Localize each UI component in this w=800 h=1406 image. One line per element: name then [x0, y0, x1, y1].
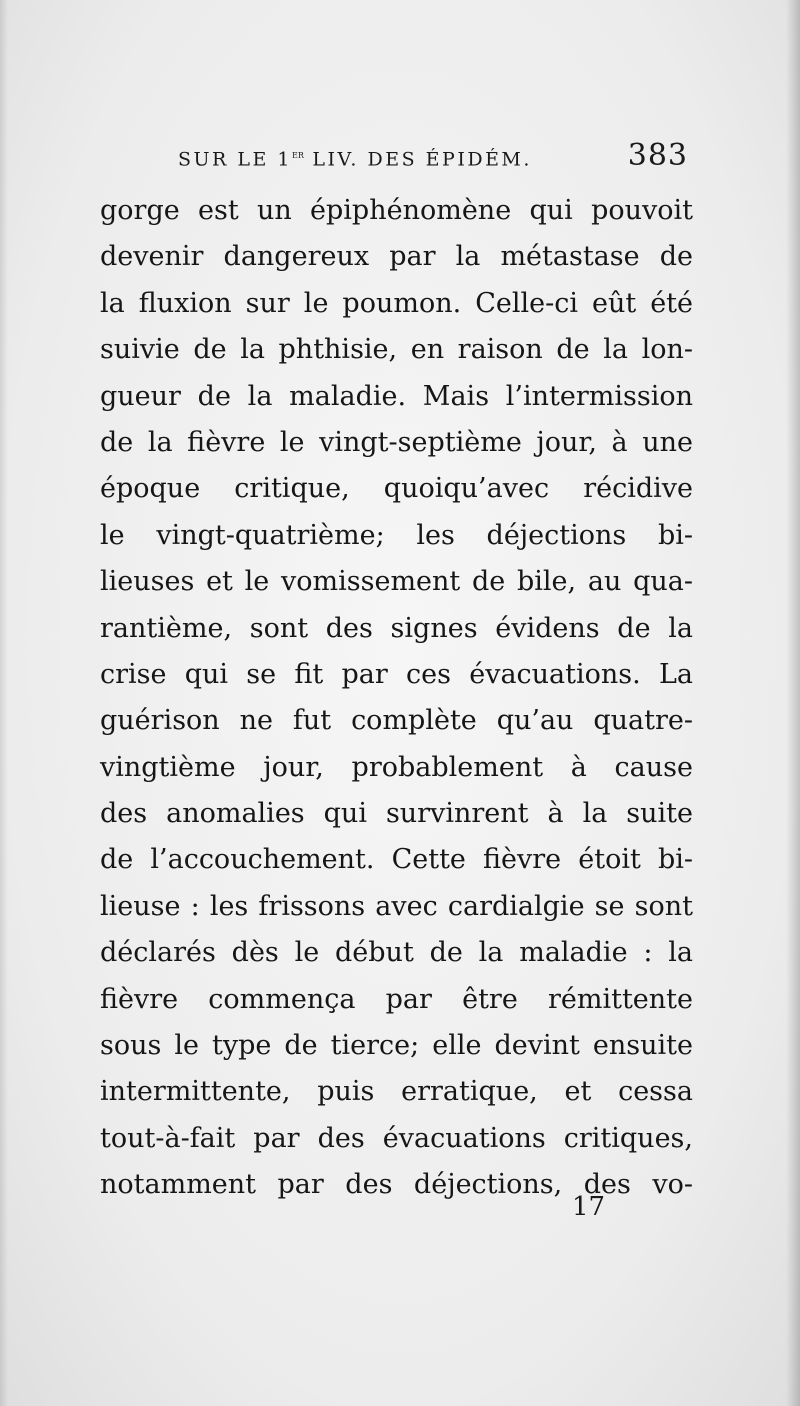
text-line: tout-à-fait par des évacuations critiques, — [100, 1122, 693, 1154]
text-line: déclarés dès le début de la maladie : la — [100, 937, 693, 969]
text-line: notamment par des déjections, des vo- — [100, 1169, 693, 1201]
text-line: vingtième jour, probablement à cause — [100, 751, 693, 783]
text-line: gorge est un épiphénomène qui pouvoit — [100, 195, 693, 226]
text-line: des anomalies qui survinrent à la suite — [100, 798, 693, 830]
page-number: 383 — [627, 138, 688, 173]
text-line: rantième, sont des signes évidens de la — [100, 612, 693, 644]
text-line: époque critique, quoiqu’avec récidive — [100, 473, 693, 505]
text-line: fièvre commença par être rémittente — [100, 983, 693, 1015]
text-line: sous le type de tierce; elle devint ensuite — [100, 1030, 693, 1062]
text-line: le vingt-quatrième; les déjections bi- — [100, 519, 693, 551]
running-head-title-end: LIV. DES ÉPIDÉM. — [303, 148, 532, 171]
running-head-title-start: SUR LE 1 — [178, 148, 292, 171]
text-line: la fluxion sur le poumon. Celle-ci eût été — [100, 287, 693, 319]
signature-mark: 17 — [572, 1192, 606, 1222]
text-line: intermittente, puis erratique, et cessa — [100, 1076, 693, 1108]
text-line: suivie de la phthisie, en raison de la lon- — [100, 334, 693, 366]
text-line: crise qui se fit par ces évacuations. La — [100, 658, 693, 690]
running-head-title — [178, 148, 532, 170]
text-line: lieuse : les frissons avec cardialgie se sont — [100, 890, 693, 922]
text-line: devenir dangereux par la métastase de — [100, 241, 693, 273]
body-text — [100, 188, 693, 1209]
text-line: guérison ne fut complète qu’au quatre- — [100, 705, 693, 737]
text-line: gueur de la maladie. Mais l’intermission — [100, 380, 693, 412]
text-line: de l’accouchement. Cette fièvre étoit bi- — [100, 844, 693, 876]
text-line: de la fièvre le vingt-septième jour, à une — [100, 426, 693, 458]
running-head-superscript: er — [292, 148, 304, 161]
page-edge-left — [0, 0, 8, 1406]
running-head — [178, 138, 698, 178]
text-line: lieuses et le vomissement de bile, au qua- — [100, 566, 693, 598]
page-edge-right — [786, 0, 800, 1406]
